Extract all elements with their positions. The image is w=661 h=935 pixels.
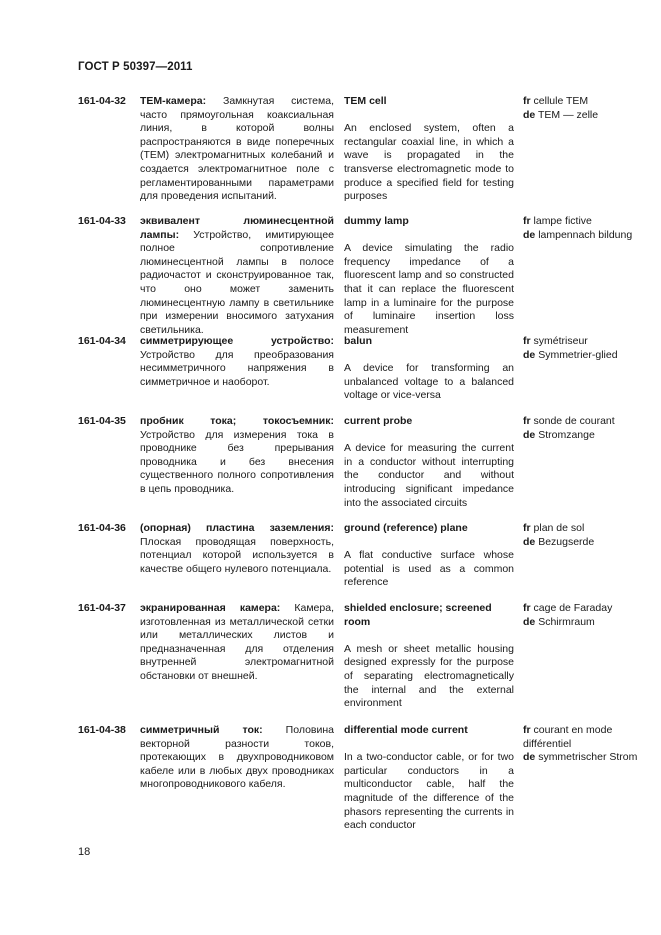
entry-number: 161-04-34 xyxy=(78,335,126,347)
french-term: lampe fictive xyxy=(533,215,592,227)
foreign-equivalents xyxy=(523,335,643,362)
french-term: cage de Faraday xyxy=(533,602,613,614)
english-text: A device simulating the radio frequency impedance of a fluorescent lamp and so constructed that it can replace the fluorescent lamp in a luminaire for the purpose of luminaire insertion loss measurement xyxy=(344,242,514,336)
page-number: 18 xyxy=(78,846,91,858)
russian-text: Устройство для преобразования несимметричного напряжения в симметричное и наоборот. xyxy=(140,348,334,388)
entry-number: 161-04-38 xyxy=(78,724,126,736)
entry-number: 161-04-35 xyxy=(78,415,126,427)
russian-text: Камера, изготовленная из металлической сетки или металлических листов и предназначенная для отделения внутренней электромагнитной обстановки от внешней. xyxy=(140,602,334,682)
russian-term: симметричный ток: xyxy=(140,724,263,736)
german-equivalent xyxy=(523,109,643,123)
german-label: de xyxy=(523,615,536,628)
french-term: symétriseur xyxy=(533,335,588,347)
french-label: fr xyxy=(523,415,531,427)
english-term: differential mode current xyxy=(344,724,468,736)
french-equivalent xyxy=(523,724,643,751)
english-definition xyxy=(344,415,514,510)
foreign-equivalents xyxy=(523,724,643,765)
french-equivalent xyxy=(523,215,643,229)
foreign-equivalents xyxy=(523,215,643,242)
russian-definition xyxy=(140,724,334,792)
french-term: sonde de courant xyxy=(533,415,615,427)
english-text: An enclosed system, often a rectangular coaxial line, in which a wave is propagated in the transverse electromagnetic mode to produce a specified field for testing purposes xyxy=(344,122,514,203)
foreign-equivalents xyxy=(523,415,643,442)
german-label: de xyxy=(523,428,536,441)
german-term: Symmetrier-glied xyxy=(538,348,618,361)
french-label: fr xyxy=(523,602,531,614)
german-label: de xyxy=(523,348,536,361)
french-equivalent xyxy=(523,335,643,349)
german-equivalent xyxy=(523,429,643,443)
french-equivalent xyxy=(523,522,643,536)
french-label: fr xyxy=(523,724,531,736)
english-term: TEM cell xyxy=(344,95,387,107)
russian-text: Замкнутая система, часто прямоугольная коаксиальная линия, в которой волны распространяются в виде поперечных (ТЕМ) электромагнитных колебаний и создается электромагнитное поле с регламентированными параметрами для проведения испытаний. xyxy=(140,95,334,203)
german-label: de xyxy=(523,535,536,548)
english-definition xyxy=(344,215,514,337)
english-term: dummy lamp xyxy=(344,215,409,227)
russian-term: эквивалент люминесцентной лампы: xyxy=(140,215,334,241)
german-term: Schirmraum xyxy=(538,615,595,628)
english-text: A mesh or sheet metallic housing designed expressly for the purpose of separating electromagnetically the internal and the external environment xyxy=(344,642,514,710)
english-text: A device for measuring the current in a conductor without interrupting the conductor and without introducing significant impedance into the associated circuits xyxy=(344,442,514,509)
french-term: courant en mode différentiel xyxy=(523,724,613,750)
russian-definition xyxy=(140,215,334,337)
english-text: A device for transforming an unbalanced voltage to a balanced voltage or vice-versa xyxy=(344,362,514,402)
russian-text: Плоская проводящая поверхность, потенциал которой используется в качестве общего нулевого потенциала. xyxy=(140,535,334,575)
russian-text: Половина векторной разности токов, протекающих в двухпроводниковом кабеле или в любых двух проводниках многопроводникового кабеля. xyxy=(140,724,334,791)
russian-term: ТЕМ-камера: xyxy=(140,95,207,107)
english-term: shielded enclosure; screened room xyxy=(344,602,492,628)
french-label: fr xyxy=(523,522,531,534)
english-text: A flat conductive surface whose potential is used as a common reference xyxy=(344,549,514,589)
foreign-equivalents xyxy=(523,522,643,549)
english-definition xyxy=(344,602,514,711)
english-term: balun xyxy=(344,335,372,347)
russian-definition xyxy=(140,335,334,389)
german-equivalent xyxy=(523,349,643,363)
russian-text: Устройство, имитирующее полное сопротивление люминесцентной лампы в полосе радиочастот и сконструированное так, что оно может заменить люминесцентную лампу в светильнике при измерении вносимого затухания светильника. xyxy=(140,228,335,336)
foreign-equivalents xyxy=(523,95,643,122)
russian-term: экранированная камера: xyxy=(140,602,281,614)
german-equivalent xyxy=(523,536,643,550)
english-term: current probe xyxy=(344,415,413,427)
english-definition xyxy=(344,522,514,590)
german-equivalent xyxy=(523,229,643,243)
german-term: TEM — zelle xyxy=(538,108,599,121)
german-term: Bezugserde xyxy=(538,535,595,548)
entry-number: 161-04-33 xyxy=(78,215,126,227)
german-label: de xyxy=(523,751,536,764)
english-definition xyxy=(344,95,514,204)
english-text: In a two-conductor cable, or for two particular conductors in a multiconductor cable, half the magnitude of the difference of the phasors representing the currents in each conductor xyxy=(344,751,514,832)
german-equivalent xyxy=(523,616,643,630)
french-label: fr xyxy=(523,95,531,107)
russian-definition xyxy=(140,522,334,576)
russian-text: Устройство для измерения тока в проводнике без прерывания проводника и без внесения существенного полного сопротивления в цепь проводника. xyxy=(140,428,334,495)
german-term: lampennach bildung xyxy=(538,228,633,241)
german-term: symmetrischer Strom xyxy=(538,751,638,764)
foreign-equivalents xyxy=(523,602,643,629)
french-equivalent xyxy=(523,602,643,616)
french-term: plan de sol xyxy=(533,522,585,534)
german-label: de xyxy=(523,108,536,121)
russian-definition xyxy=(140,415,334,497)
document-header: ГОСТ Р 50397—2011 xyxy=(78,61,193,73)
french-term: cellule TEM xyxy=(533,95,589,107)
german-equivalent xyxy=(523,751,643,765)
entry-number: 161-04-32 xyxy=(78,95,126,107)
french-label: fr xyxy=(523,335,531,347)
russian-term: пробник тока; токосъемник: xyxy=(140,415,334,427)
russian-term: (опорная) пластина заземления: xyxy=(140,522,334,534)
english-term: ground (reference) plane xyxy=(344,522,468,534)
russian-definition xyxy=(140,95,334,204)
russian-definition xyxy=(140,602,334,684)
entry-number: 161-04-37 xyxy=(78,602,126,614)
english-definition xyxy=(344,724,514,833)
entry-number: 161-04-36 xyxy=(78,522,126,534)
german-label: de xyxy=(523,228,536,241)
french-equivalent xyxy=(523,415,643,429)
russian-term: симметрирующее устройство: xyxy=(140,335,334,347)
french-equivalent xyxy=(523,95,643,109)
german-term: Stromzange xyxy=(538,428,595,441)
french-label: fr xyxy=(523,215,531,227)
english-definition xyxy=(344,335,514,403)
